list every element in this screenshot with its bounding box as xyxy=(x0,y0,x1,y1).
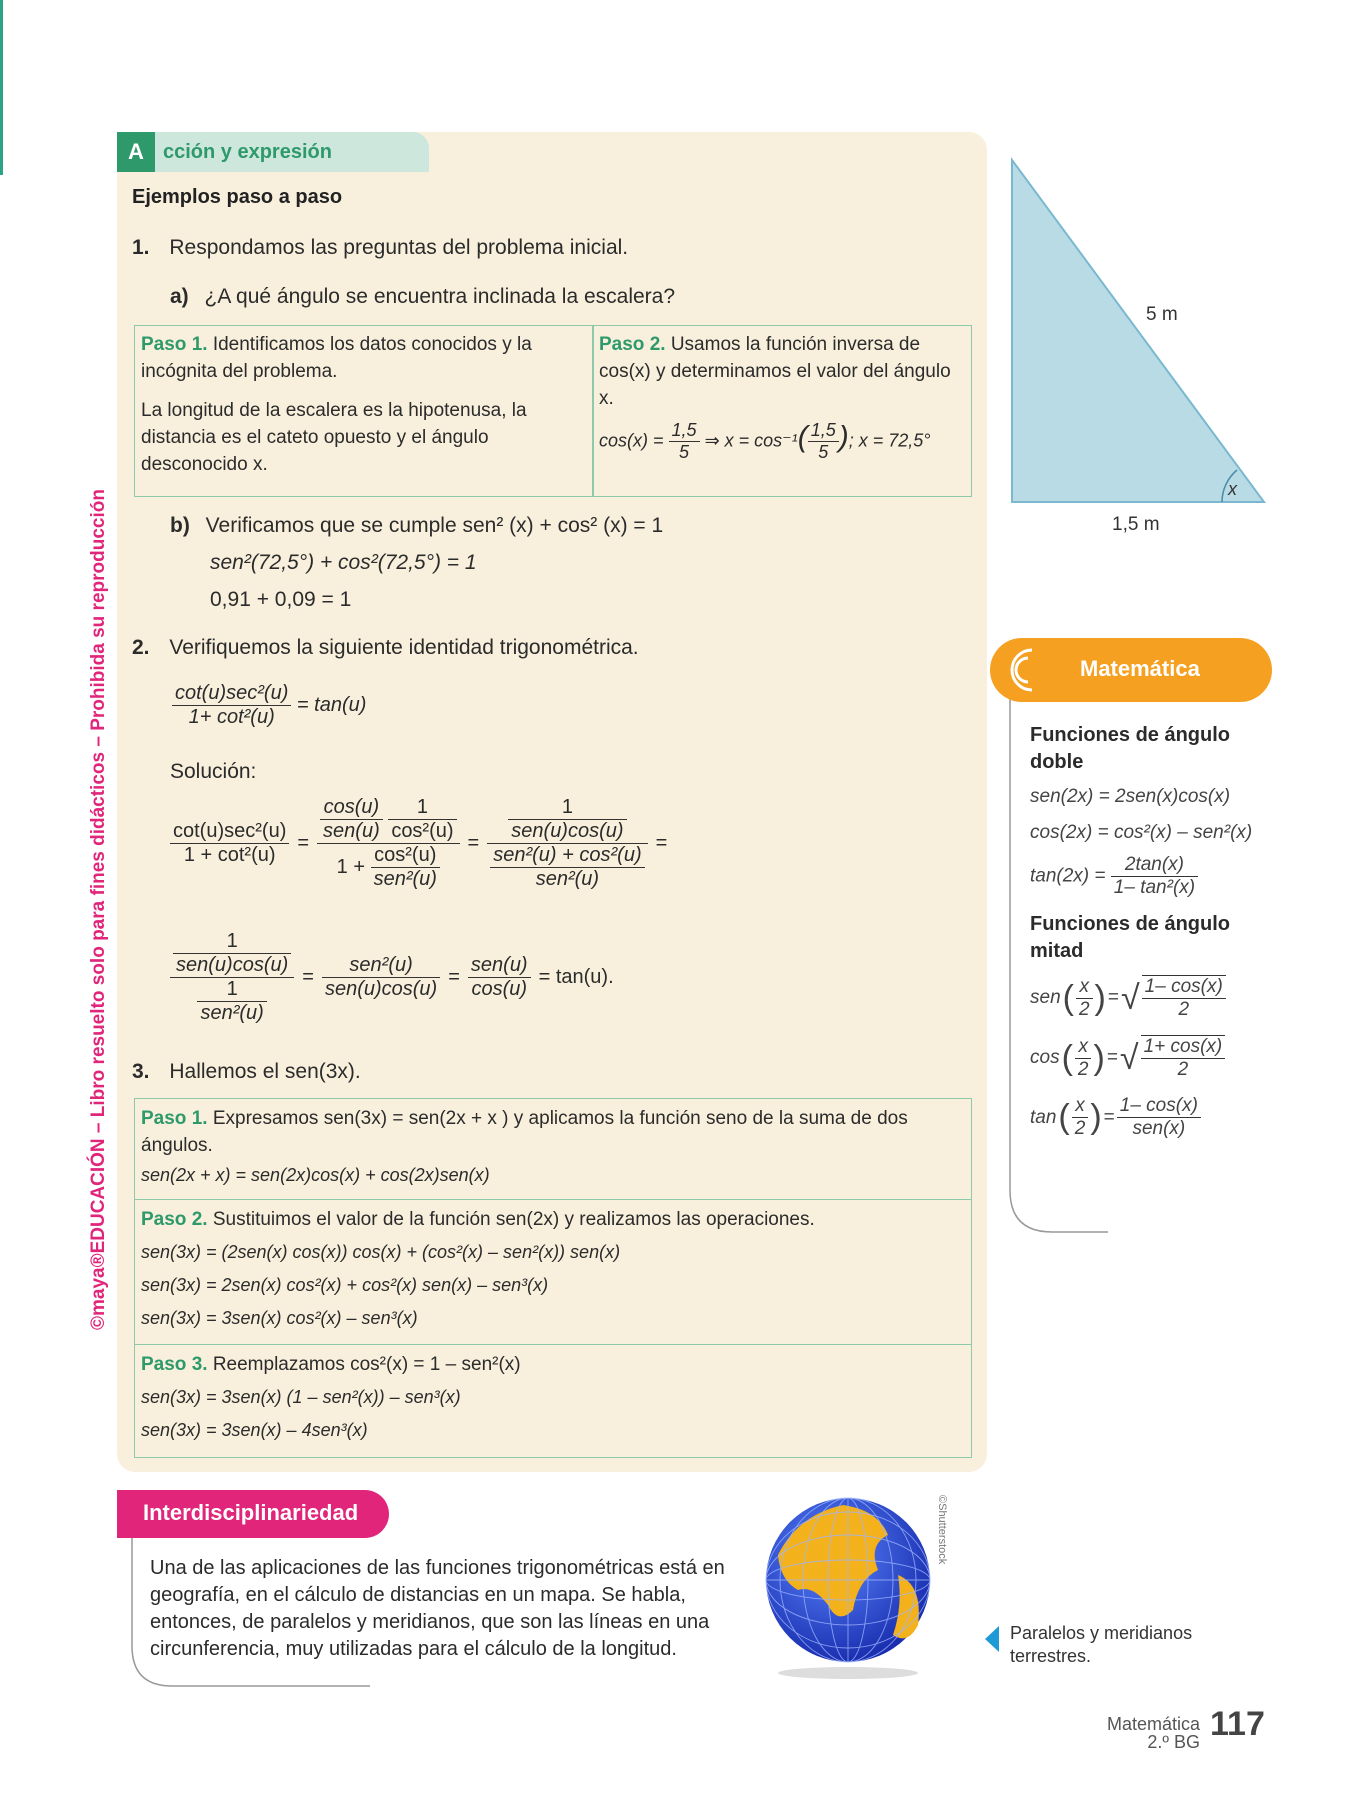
angle-label: x xyxy=(1228,479,1237,499)
side-formula-tan-half xyxy=(1030,1095,1260,1140)
q3-paso2-label: Paso 2. xyxy=(141,1209,208,1230)
q1-paso1-text: Identificamos los datos conocidos y la incógnita del problema. xyxy=(141,334,532,382)
q3-paso3-box xyxy=(134,1344,972,1458)
globe-caption: Paralelos y meridianos terrestres. xyxy=(1010,1623,1193,1666)
fraction-num: cot(u)sec²(u) xyxy=(170,820,289,844)
q1-number: 1. xyxy=(132,236,150,259)
fraction xyxy=(170,820,289,867)
globe-image xyxy=(758,1485,938,1685)
q1-paso2-box xyxy=(592,325,972,497)
fraction xyxy=(320,796,383,843)
fraction-den: 2 xyxy=(1177,1059,1189,1080)
side-tab-swirl-icon xyxy=(992,642,1048,698)
q1b-line1: sen²(72,5°) + cos²(72,5°) = 1 xyxy=(210,551,477,574)
page-number: 117 xyxy=(1210,1705,1265,1743)
fraction-num: 1 xyxy=(173,930,291,954)
func-label: cos xyxy=(1030,1047,1060,1068)
section-letter: A xyxy=(117,132,155,172)
fraction-num: 1,5 xyxy=(808,420,839,442)
fraction-num: x xyxy=(1076,976,1093,999)
func-label: tan xyxy=(1030,1106,1057,1128)
fraction xyxy=(808,420,839,463)
fraction-num: x xyxy=(1075,1036,1092,1059)
fraction-num xyxy=(170,930,294,978)
side-heading-double: Funciones de ángulo doble xyxy=(1030,724,1231,773)
fraction-den: sen²(u) xyxy=(200,1002,264,1024)
formula-result: ; x = 72,5° xyxy=(848,430,931,451)
paren-close: ) xyxy=(1093,1038,1105,1077)
q3-paso2-text: Sustituimos el valor de la función sen(2x) y realizamos las operaciones. xyxy=(212,1209,815,1230)
q3-paso1-formula: sen(2x + x) = sen(2x)cos(x) + cos(2x)sen(x) xyxy=(141,1165,490,1185)
paren-open: ( xyxy=(797,420,808,454)
q1-line xyxy=(132,236,628,260)
q1-paso1-label: Paso 1. xyxy=(141,334,208,355)
fraction-num: 1– cos(x) xyxy=(1142,976,1226,999)
side-formula-tan2x xyxy=(1030,854,1260,899)
fraction-den: sen(u) xyxy=(323,820,380,842)
base-label: 1,5 m xyxy=(1112,514,1160,535)
side-title: Matemática xyxy=(1080,656,1200,681)
fraction-den: sen²(u) xyxy=(373,868,437,890)
fraction-num xyxy=(487,796,647,844)
equals: = xyxy=(302,966,314,988)
equals: = xyxy=(297,832,310,854)
fraction-num: 1 xyxy=(508,796,626,820)
fraction-den: 1+ cot²(u) xyxy=(188,706,275,728)
q1-paso1-box xyxy=(134,325,594,497)
fraction-num: 1,5 xyxy=(669,420,700,442)
paren-close: ) xyxy=(1094,978,1106,1017)
side-formula-sen2x: sen(2x) = 2sen(x)cos(x) xyxy=(1030,786,1231,807)
edge-line xyxy=(0,0,3,175)
formula-lhs: cos(x) = xyxy=(599,430,664,451)
fraction xyxy=(322,954,440,1001)
fraction-den xyxy=(170,978,294,1025)
fraction-num: 2tan(x) xyxy=(1111,854,1198,877)
q3-text: Hallemos el sen(3x). xyxy=(169,1060,361,1083)
equals: = xyxy=(1107,987,1119,1008)
fraction xyxy=(669,420,700,463)
q2-number: 2. xyxy=(132,636,150,659)
fraction-num: x xyxy=(1072,1095,1089,1118)
solution-row-1 xyxy=(170,796,667,891)
solution-row-2 xyxy=(170,930,614,1025)
fraction-den: sen(u)cos(u) xyxy=(511,820,624,842)
q3-paso1-box xyxy=(134,1098,972,1200)
fraction-num: sen(u) xyxy=(468,954,531,978)
fraction-den: 2 xyxy=(1077,1058,1089,1080)
side-content xyxy=(1030,722,1260,1140)
compound-fraction xyxy=(170,930,294,1025)
fraction xyxy=(468,954,531,1001)
one-plus: 1 + xyxy=(336,855,366,878)
inter-title: Interdisciplinariedad xyxy=(143,1500,359,1525)
q1a-text: ¿A qué ángulo se encuentra inclinada la escalera? xyxy=(204,285,676,308)
footer-subject xyxy=(1107,1715,1200,1751)
q3-paso1-label: Paso 1. xyxy=(141,1108,208,1129)
fraction-den: sen(x) xyxy=(1132,1118,1186,1139)
q1-paso2-formula xyxy=(599,420,965,463)
triangle-shape xyxy=(1012,160,1264,502)
hypotenuse-label: 5 m xyxy=(1146,304,1178,325)
q1b-line xyxy=(170,514,663,538)
fraction xyxy=(1076,976,1093,1021)
paren-open: ( xyxy=(1062,978,1074,1017)
fraction-den: 5 xyxy=(818,442,829,462)
fraction-den: 2 xyxy=(1078,998,1090,1020)
fraction xyxy=(371,844,440,891)
q3-paso2-line2: sen(3x) = 2sen(x) cos²(x) + cos²(x) sen(x) – sen³(x) xyxy=(141,1275,549,1295)
caption-arrow-icon xyxy=(985,1626,1001,1652)
q3-paso2-line3: sen(3x) = 3sen(x) cos²(x) – sen³(x) xyxy=(141,1308,418,1328)
sqrt-icon: √ xyxy=(1119,1038,1139,1077)
q1b-label: b) xyxy=(170,514,190,537)
equals: = xyxy=(448,966,460,988)
fraction xyxy=(1075,1036,1092,1081)
q3-paso3-line2: sen(3x) = 3sen(x) – 4sen³(x) xyxy=(141,1420,368,1440)
q3-paso2-box xyxy=(134,1199,972,1345)
solution-result: = tan(u). xyxy=(538,966,614,988)
equals: = xyxy=(467,832,480,854)
fraction-den: sen(u)cos(u) xyxy=(324,978,438,1000)
q2-line xyxy=(132,636,639,660)
paren-open: ( xyxy=(1058,1098,1070,1136)
fraction xyxy=(1111,854,1198,899)
func-label: sen xyxy=(1030,987,1061,1008)
fraction xyxy=(1072,1095,1089,1140)
ladder-triangle-figure xyxy=(1000,150,1270,550)
fraction xyxy=(508,796,626,843)
q1b-line2: 0,91 + 0,09 = 1 xyxy=(210,588,352,611)
solution-label: Solución: xyxy=(170,760,257,783)
fraction-den: cos²(u) xyxy=(391,820,454,842)
fraction-den xyxy=(487,844,647,891)
equals: = xyxy=(1106,1047,1118,1068)
fraction-num: cos²(u) xyxy=(371,844,440,868)
sqrt-icon: √ xyxy=(1120,978,1140,1017)
fraction-den: 2 xyxy=(1074,1118,1086,1139)
fraction xyxy=(173,930,291,977)
fraction-num: sen²(u) xyxy=(322,954,440,978)
vertical-copyright: ©maya®EDUCACIÓN – Libro resuelto solo para fines didácticos – Prohibida su reproducción xyxy=(88,489,109,1330)
q1-paso2-text: Usamos la función inversa de cos(x) y determinamos el valor del ángulo x. xyxy=(599,334,951,409)
q2-text: Verifiquemos la siguiente identidad trigonométrica. xyxy=(169,636,639,659)
fraction xyxy=(1141,1035,1226,1081)
fraction-den: 1– tan²(x) xyxy=(1113,877,1196,898)
fraction-num: 1 xyxy=(197,978,266,1002)
q3-paso3-label: Paso 3. xyxy=(141,1354,208,1375)
fraction-num: 1– cos(x) xyxy=(1117,1095,1201,1118)
footer-subject-name: Matemática xyxy=(1106,1714,1200,1734)
compound-fraction xyxy=(487,796,647,891)
q1a-line xyxy=(170,285,675,309)
q3-line xyxy=(132,1060,361,1084)
fraction xyxy=(1117,1095,1201,1140)
fraction-num: cot(u)sec²(u) xyxy=(172,682,291,706)
page-heading: Ejemplos paso a paso xyxy=(132,186,343,208)
fraction-den: sen(u)cos(u) xyxy=(176,954,289,976)
section-title: cción y expresión xyxy=(163,141,332,163)
fraction-num: sen²(u) + cos²(u) xyxy=(490,844,644,868)
equals: = xyxy=(1103,1106,1115,1128)
fraction-den: 2 xyxy=(1178,999,1190,1020)
fraction-den: sen²(u) xyxy=(535,868,600,890)
equals: = xyxy=(655,832,668,854)
inter-text: Una de las aplicaciones de las funciones trigonométricas está en geografía, en el cálculo de distancias en un mapa. Se habla, entonces, de paralelos y meridianos, que son las líneas en una circunferencia, muy utilizadas para el cálculo de la longitud. xyxy=(150,1557,725,1660)
fraction-num: 1 xyxy=(388,796,456,820)
fraction-num xyxy=(317,796,460,844)
q1-text: Respondamos las preguntas del problema inicial. xyxy=(169,236,629,259)
photo-credit: ©Shutterstock xyxy=(936,1495,948,1565)
formula-mid: ⇒ x = cos⁻¹ xyxy=(704,430,798,451)
side-formula-cos2x: cos(2x) = cos²(x) – sen²(x) xyxy=(1030,822,1253,843)
q1-paso2-label: Paso 2. xyxy=(599,334,666,355)
fraction xyxy=(197,978,266,1025)
side-heading-half: Funciones de ángulo mitad xyxy=(1030,913,1231,962)
fraction-den xyxy=(317,844,460,891)
side-formula-sen-half xyxy=(1030,975,1260,1021)
identity-rhs: = tan(u) xyxy=(296,693,367,716)
q3-paso3-line1: sen(3x) = 3sen(x) (1 – sen²(x)) – sen³(x) xyxy=(141,1387,461,1407)
paren-open: ( xyxy=(1061,1038,1073,1077)
globe-shadow xyxy=(778,1667,918,1679)
q1a-label: a) xyxy=(170,285,189,308)
q3-paso2-line1: sen(3x) = (2sen(x) cos(x)) cos(x) + (cos²(x) – sen²(x)) sen(x) xyxy=(141,1242,621,1262)
fraction-num: cos(u) xyxy=(320,796,383,820)
q3-paso3-text: Reemplazamos cos²(x) = 1 – sen²(x) xyxy=(212,1354,521,1375)
fraction-den: 1 + cot²(u) xyxy=(183,844,276,866)
fraction xyxy=(388,796,456,843)
q3-paso1-text: Expresamos sen(3x) = sen(2x + x ) y aplicamos la función seno de la suma de dos ángulos. xyxy=(141,1108,908,1156)
side-formula-cos-half xyxy=(1030,1035,1260,1081)
fraction xyxy=(1142,975,1226,1021)
q1-paso1-text2: La longitud de la escalera es la hipotenusa, la distancia es el cateto opuesto y el ángulo desconocido x. xyxy=(141,400,527,475)
paren-close: ) xyxy=(838,420,849,454)
formula-lhs: tan(2x) = xyxy=(1030,865,1106,887)
fraction-den: 5 xyxy=(679,442,690,462)
compound-fraction xyxy=(317,796,460,891)
footer-grade: 2.º BG xyxy=(1147,1732,1200,1752)
paren-close: ) xyxy=(1090,1098,1102,1136)
fraction xyxy=(172,682,291,729)
q2-identity xyxy=(172,682,366,729)
fraction xyxy=(490,844,644,891)
fraction-num: 1+ cos(x) xyxy=(1141,1036,1226,1059)
fraction-den: cos(u) xyxy=(471,978,528,1000)
q3-number: 3. xyxy=(132,1060,150,1083)
q1b-text: Verificamos que se cumple sen² (x) + cos² (x) = 1 xyxy=(205,514,664,537)
